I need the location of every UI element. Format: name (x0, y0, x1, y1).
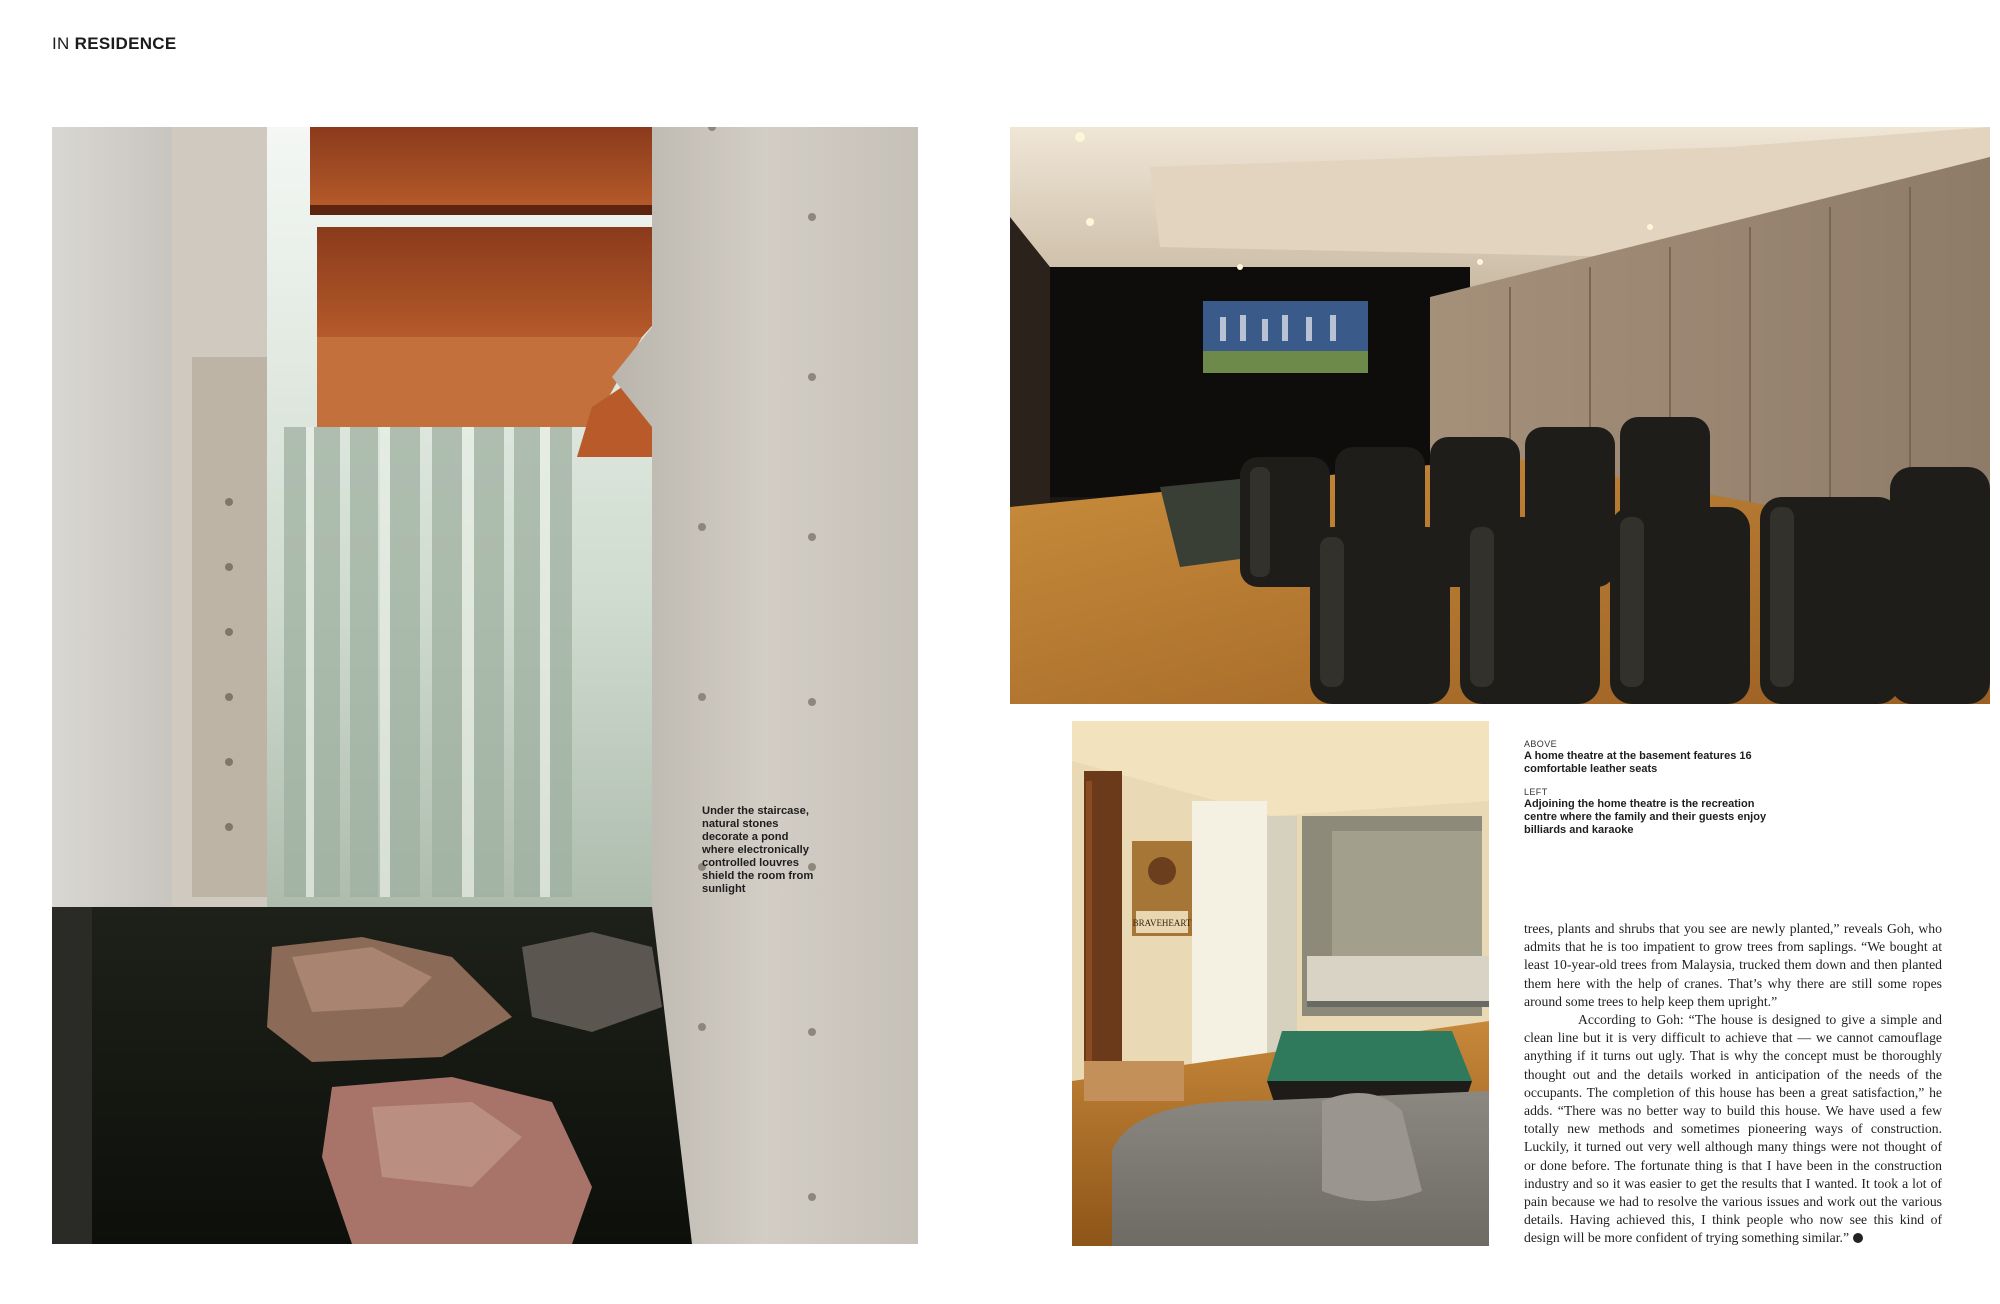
recreation-room-photo (1072, 721, 1489, 1246)
article-end-icon (1853, 1233, 1863, 1243)
caption-above-label: ABOVE (1524, 739, 1558, 749)
section-header (52, 34, 177, 54)
section-name: RESIDENCE (74, 34, 177, 53)
body-paragraph-2 (1524, 1011, 1942, 1248)
body-paragraph-2-text: According to Goh: “The house is designed to give a simple and clean line but it is very difficult to achieve that — we cannot camouflage anything if it turns out ugly. That is why the concept must be thoroughly thought out and the details worked in anticipation of the needs of the occupants. The completion of this house has been a great satisfaction,” he adds. “There was no better way to build this house. We have used a few totally new methods and sometimes pioneering ways of construction. Luckily, it turned out very well although many things were not thought of or done before. The fortunate thing is that I have been in the construction industry and so it was easier to get the results that I wanted. It took a lot of pain because we had to resolve the various issues and work out the various details. Having achieved this, I think people who now see this kind of design will be more confident of trying something similar.” (1524, 1012, 1942, 1246)
staircase-pond-photo (52, 127, 918, 1244)
article-body (1524, 920, 1942, 1248)
photo-captions (1524, 738, 1784, 847)
body-paragraph-1: trees, plants and shrubs that you see are newly planted,” reveals Goh, who admits that he is too impatient to grow trees from saplings. “We bought at least 10-year-old trees from Malaysia, trucked them down and then planted them here with the help of cranes. That’s why there are still some ropes around some trees to help keep them upright.” (1524, 921, 1942, 1009)
caption-above-text: A home theatre at the basement features 16 comfortable leather seats (1524, 750, 1752, 775)
poster-title: BRAVEHEART (1132, 918, 1192, 928)
caption-left-text: Adjoining the home theatre is the recreation centre where the family and their guests enjoy billiards and karaoke (1524, 798, 1767, 836)
section-prefix: IN (52, 34, 70, 53)
caption-left-label: LEFT (1524, 787, 1548, 797)
staircase-caption: Under the staircase, natural stones decorate a pond where electronically controlled louvres shield the room from sunlight (702, 805, 814, 895)
home-theatre-photo (1010, 127, 1990, 704)
